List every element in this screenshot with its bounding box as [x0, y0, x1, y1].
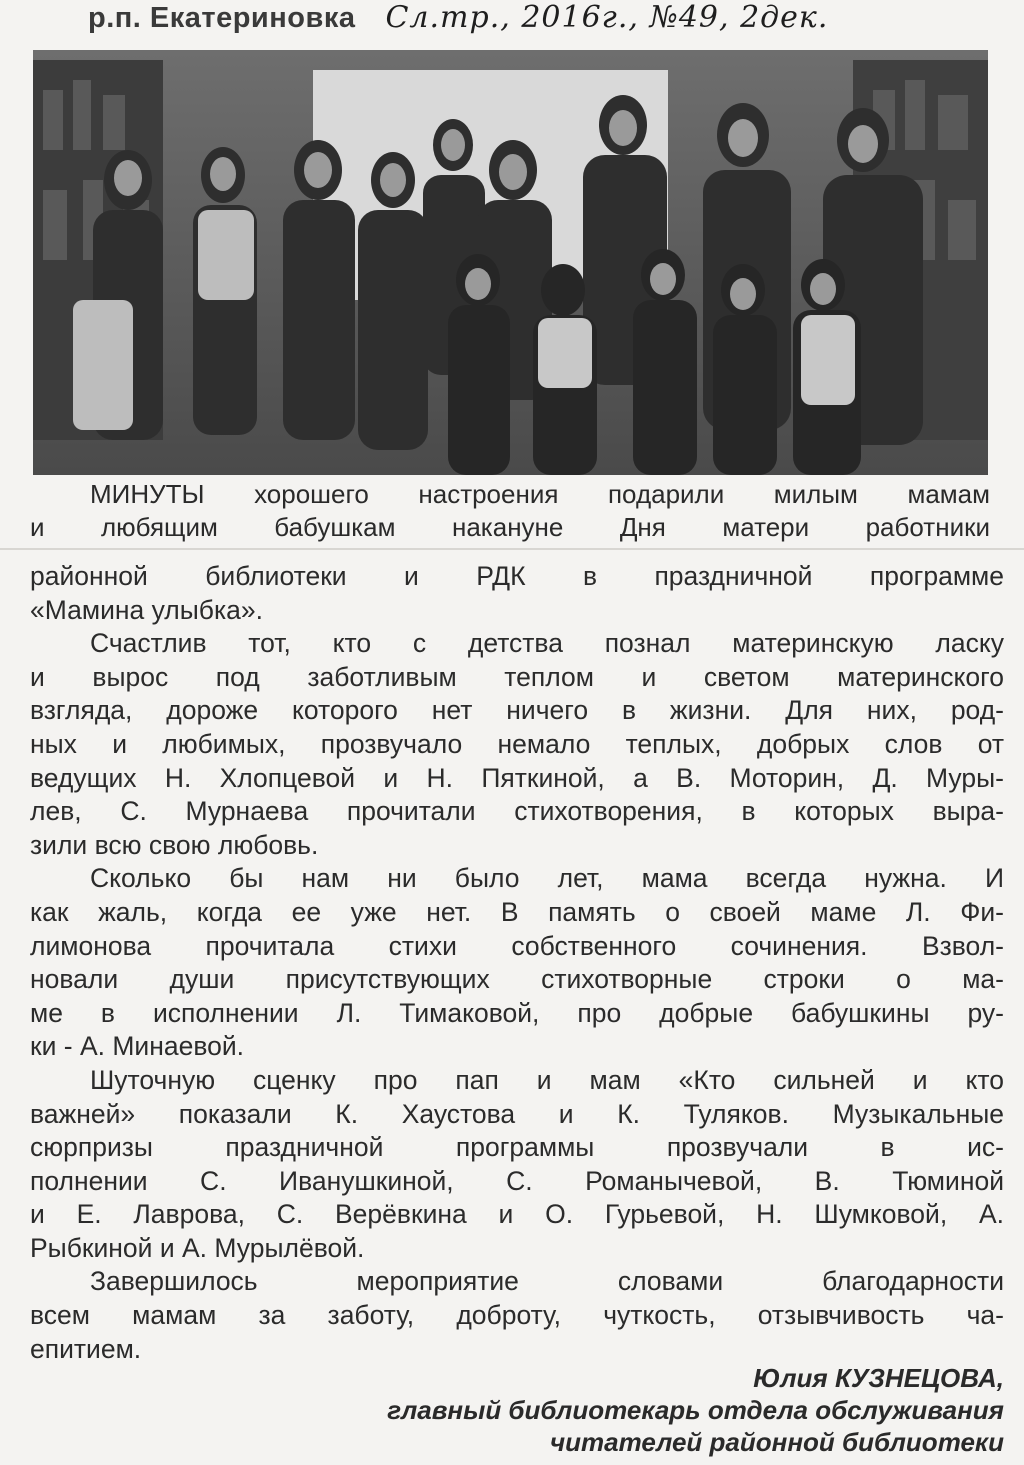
article-line: ме в исполнении Л. Тимаковой, про добрые бабушкины ру-	[30, 997, 1004, 1028]
article-line: сюрпризы праздничной программы прозвучали в ис-	[30, 1132, 1004, 1163]
caption-line: МИНУТЫ хорошего настроения подарили милым мамам	[90, 479, 990, 509]
article-line: и Е. Лаврова, С. Верёвкина и О. Гурьевой, Н. Шумковой, А.	[30, 1199, 1004, 1230]
group-photo	[33, 50, 988, 475]
caption-line: и любящим бабушкам накануне Дня матери работники	[30, 512, 990, 542]
photo-caption	[30, 478, 990, 544]
article-line: полнении С. Иванушкиной, С. Романычевой, В. Тюминой	[30, 1165, 1004, 1196]
article-line: Завершилось мероприятие словами благодарности	[90, 1266, 1004, 1297]
author-name: Юлия КУЗНЕЦОВА,	[753, 1363, 1004, 1393]
article-line: районной библиотеки и РДК в праздничной программе	[30, 561, 1004, 591]
article-line: и вырос под заботливым теплом и светом материнского	[30, 661, 1004, 692]
article-line: Шуточную сценку про пап и мам «Кто сильней и кто	[90, 1064, 1004, 1095]
article-line: ки - А. Минаевой.	[30, 1031, 245, 1062]
author-signature	[387, 1362, 1004, 1458]
article-line: ных и любимых, прозвучало немало теплых, добрых слов от	[30, 728, 1004, 759]
author-role: главный библиотекарь отдела обслуживания	[387, 1395, 1004, 1425]
article-line: Сколько бы нам ни было лет, мама всегда нужна. И	[90, 863, 1004, 894]
article-line: лимонова прочитала стихи собственного сочинения. Взвол-	[30, 930, 1004, 961]
paper-fold-line	[0, 548, 1024, 550]
author-role: читателей районной библиотеки	[549, 1427, 1004, 1457]
article-line: «Мамина улыбка».	[30, 594, 263, 625]
article-line: Рыбкиной и А. Мурылёвой.	[30, 1232, 365, 1263]
article-line: епитием.	[30, 1333, 142, 1364]
article-line: взгляда, дороже которого нет ничего в жизни. Для них, род-	[30, 695, 1004, 726]
handwritten-source-note: Сл.тр., 2016г., №49, 2дек.	[385, 0, 829, 35]
article-body	[30, 560, 1004, 1366]
group-photo-people-icon	[33, 50, 988, 475]
article-line: ведущих Н. Хлопцевой и Н. Пяткиной, а В. Моторин, Д. Муры-	[30, 762, 1004, 793]
article-line: важней» показали К. Хаустова и К. Туляков. Музыкальные	[30, 1098, 1004, 1129]
article-line: новали души присутствующих стихотворные строки о ма-	[30, 964, 1004, 995]
article-line: всем мамам за заботу, доброту, чуткость, отзывчивость ча-	[30, 1300, 1004, 1331]
clipping-header	[88, 0, 828, 40]
article-line: как жаль, когда ее уже нет. В память о своей маме Л. Фи-	[30, 896, 1004, 927]
article-line: Счастлив тот, кто с детства познал материнскую ласку	[90, 628, 1004, 659]
locality-heading: р.п. Екатериновка	[88, 2, 356, 34]
article-line: лев, С. Мурнаева прочитали стихотворения, в которых выра-	[30, 796, 1004, 827]
article-line: зили всю свою любовь.	[30, 829, 319, 860]
